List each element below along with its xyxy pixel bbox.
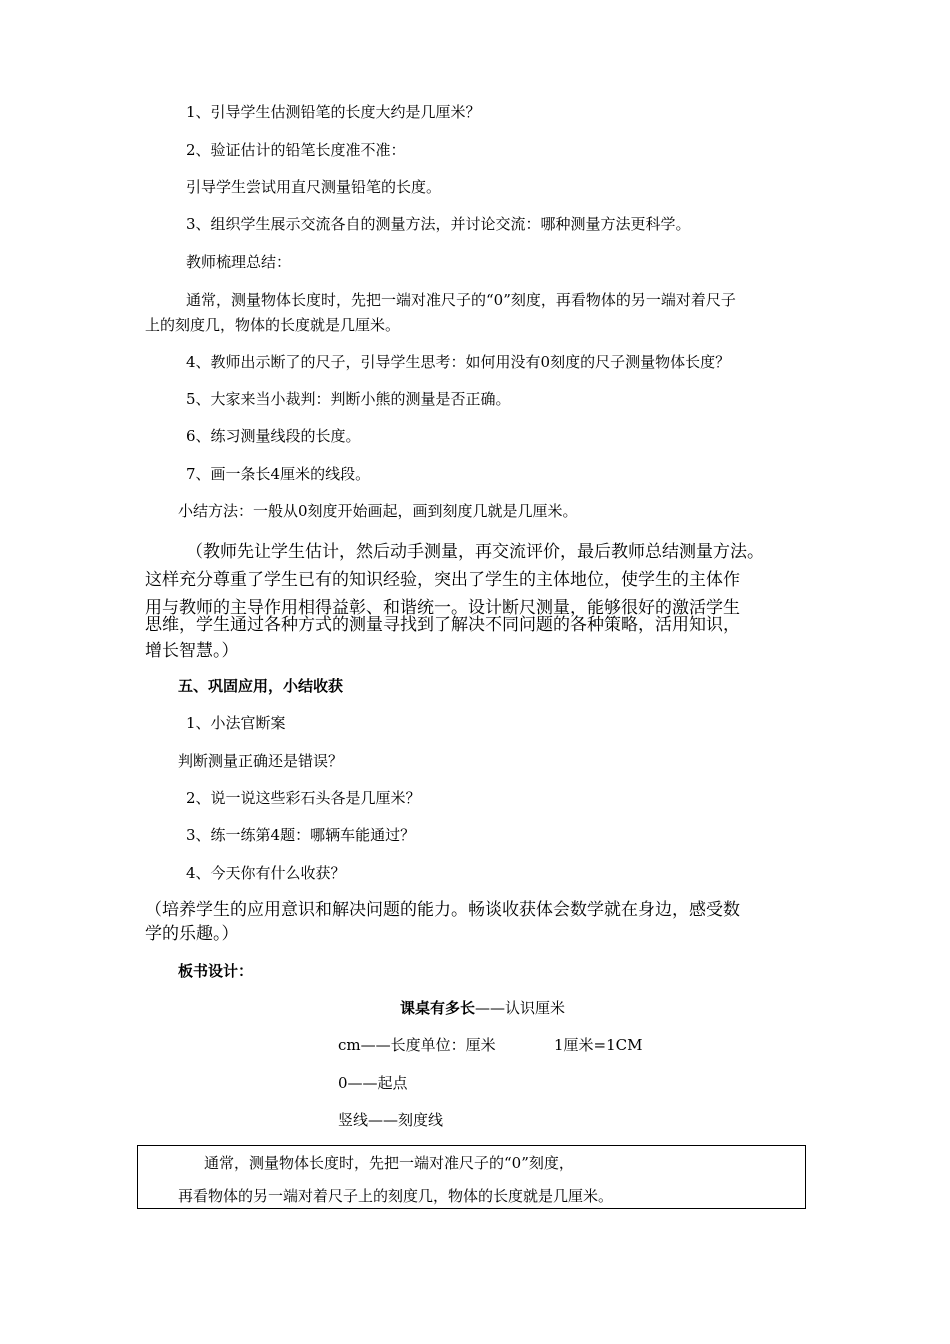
summary-line-1: 通常，测量物体长度时，先把一端对准尺子的“0”刻度，再看物体的另一端对着尺子 — [186, 291, 736, 309]
step-6: 6、练习测量线段的长度。 — [186, 427, 361, 445]
board-line-tick: 竖线——刻度线 — [338, 1111, 444, 1129]
section-heading: 五、巩固应用，小结收获 — [178, 677, 344, 695]
step-1: 1、引导学生估测铅笔的长度大约是几厘米？ — [186, 103, 481, 121]
comment-line-4: 思维，学生通过各种方式的测量寻找到了解决不同问题的各种策略，活用知识， — [145, 615, 740, 635]
section-item-3: 3、练一练第4题：哪辆车能通过？ — [186, 826, 416, 844]
board-design-heading: 板书设计： — [178, 962, 254, 980]
summary-box-line-1: 通常，测量物体长度时，先把一端对准尺子的“0”刻度， — [204, 1154, 574, 1172]
teacher-summary-label: 教师梳理总结： — [186, 253, 292, 271]
section-item-1: 1、小法官断案 — [186, 714, 286, 732]
section-item-4: 4、今天你有什么收获？ — [186, 864, 346, 882]
board-title — [400, 997, 565, 1019]
step-5: 5、大家来当小裁判：判断小熊的测量是否正确。 — [186, 390, 511, 408]
section-item-1-detail: 判断测量正确还是错误？ — [178, 752, 344, 770]
comment2-line-1: （培养学生的应用意识和解决问题的能力。畅谈收获体会数学就在身边，感受数 — [145, 900, 740, 920]
comment-line-5: 增长智慧。） — [145, 641, 239, 661]
board-title-bold: 课桌有多长 — [400, 999, 476, 1017]
step-4: 4、教师出示断了的尺子，引导学生思考：如何用没有0刻度的尺子测量物体长度？ — [186, 353, 731, 371]
step-2: 2、验证估计的铅笔长度准不准： — [186, 141, 406, 159]
comment-line-2: 这样充分尊重了学生已有的知识经验，突出了学生的主体地位，使学生的主体作 — [145, 570, 740, 590]
comment-line-1: （教师先让学生估计，然后动手测量，再交流评价，最后教师总结测量方法。 — [186, 542, 764, 562]
step-3: 3、组织学生展示交流各自的测量方法，并讨论交流：哪种测量方法更科学。 — [186, 215, 691, 233]
summary-box — [137, 1145, 806, 1209]
board-line-conversion: 1厘米=1CM — [554, 1036, 643, 1054]
step-7: 7、画一条长4厘米的线段。 — [186, 465, 371, 483]
section-item-2: 2、说一说这些彩石头各是几厘米？ — [186, 789, 421, 807]
comment-line-3: 用与教师的主导作用相得益彰、和谐统一。设计断尺测量，能够很好的激活学生 — [145, 598, 740, 618]
summary-line-2: 上的刻度几，物体的长度就是几厘米。 — [145, 316, 401, 334]
method-summary: 小结方法：一般从0刻度开始画起，画到刻度几就是几厘米。 — [178, 502, 578, 520]
step-2-detail: 引导学生尝试用直尺测量铅笔的长度。 — [186, 178, 442, 196]
comment2-line-2: 学的乐趣。） — [145, 924, 239, 944]
board-line-origin: 0——起点 — [338, 1074, 408, 1092]
board-title-rest: ——认识厘米 — [475, 999, 566, 1017]
summary-box-line-2: 再看物体的另一端对着尺子上的刻度几，物体的长度就是几厘米。 — [178, 1187, 614, 1205]
board-line-unit: cm——长度单位：厘米 — [338, 1036, 496, 1054]
